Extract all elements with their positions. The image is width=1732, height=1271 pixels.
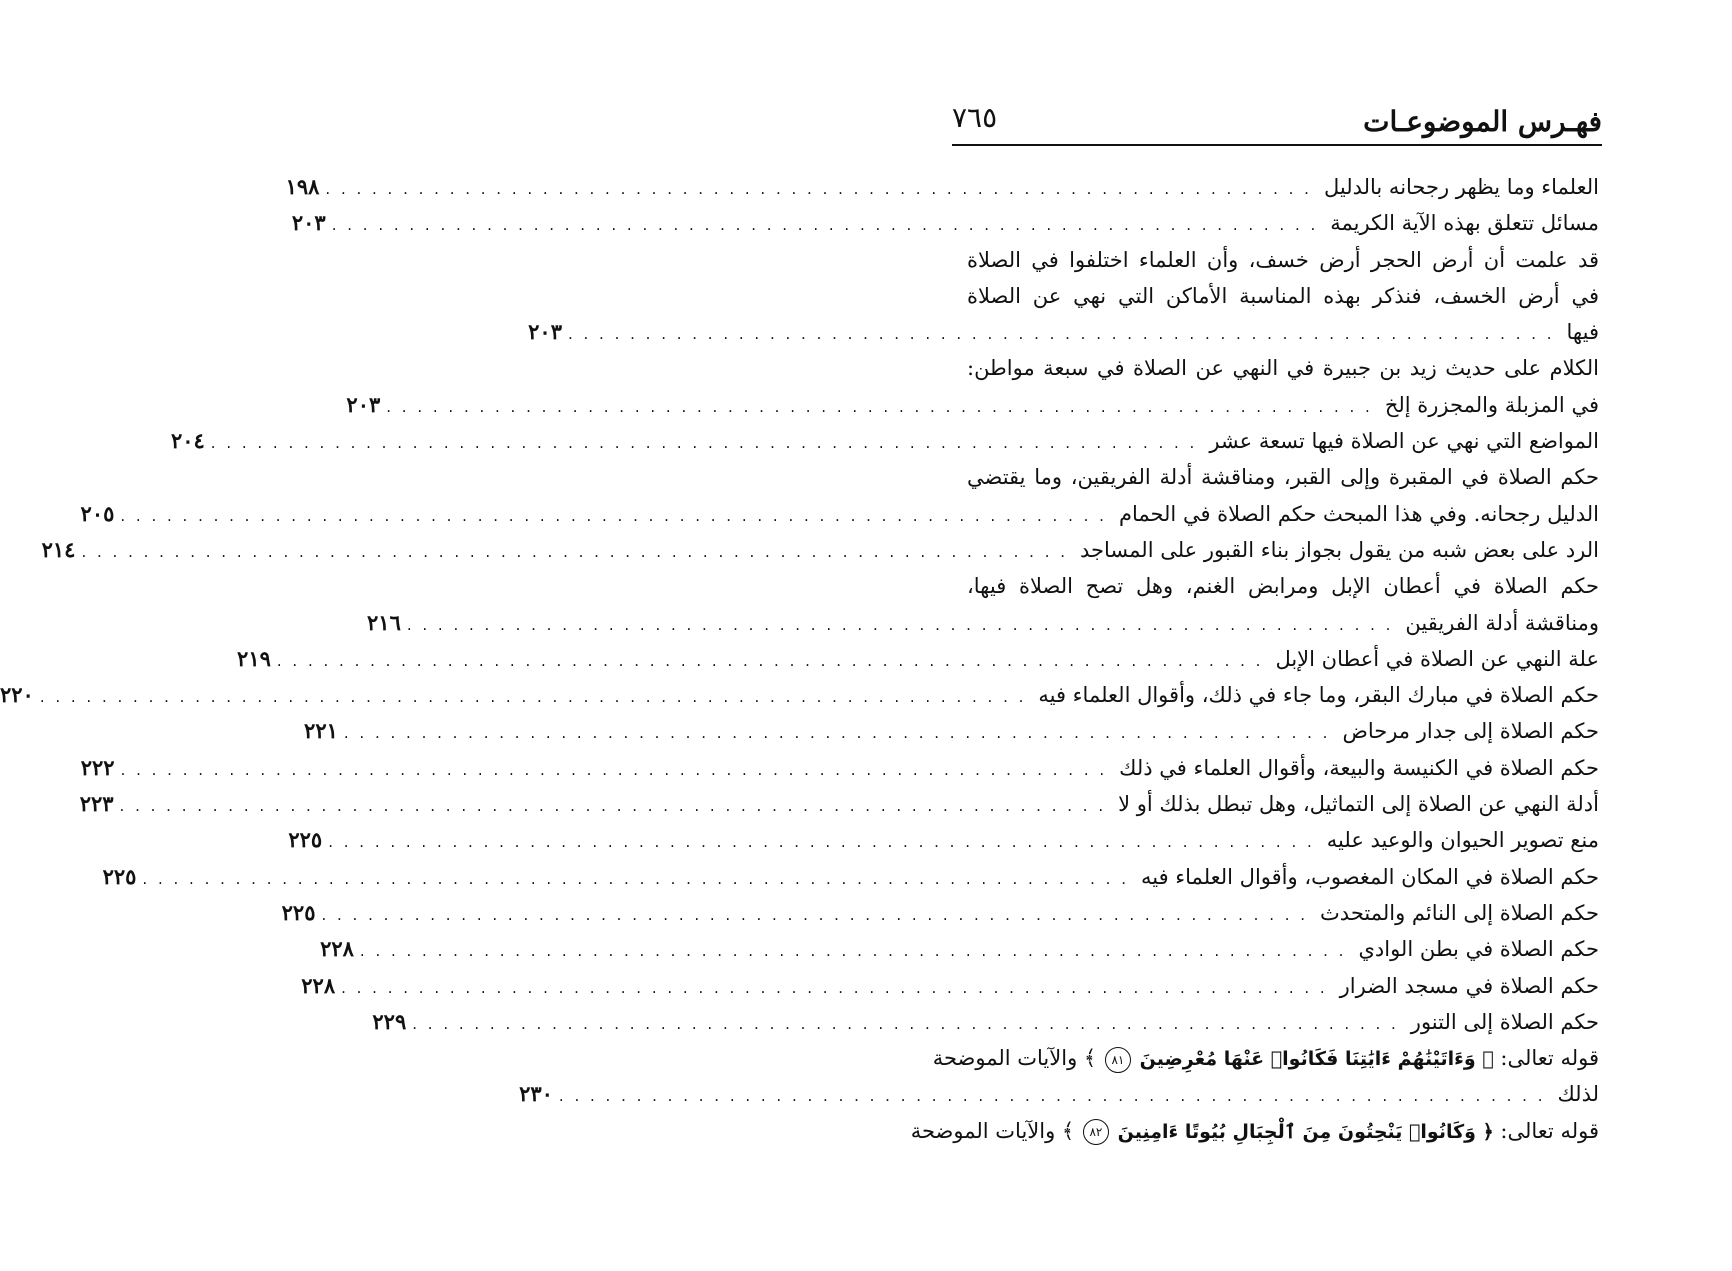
toc-entry (301, 968, 1599, 1004)
toc-entry (281, 895, 1599, 931)
toc-entry-text: ومناقشة أدلة الفريقين (1405, 610, 1599, 635)
ayah-number-marker: ٨٢ (1083, 1119, 1109, 1145)
page-title: فهـرس الموضوعـات (1363, 105, 1602, 138)
toc-entry-text: حكم الصلاة في الكنيسة والبيعة، وأقوال العلماء في ذلك (1119, 755, 1599, 780)
dot-leader: . . . . . . . . . . . . . . . . . . . . . . . . . . . . . . . . . . . . . . . . . . . . . . . . . . . . . . . . . . . . . . . . (120, 760, 1108, 779)
toc-entry-text: حكم الصلاة إلى جدار مرحاض (1342, 719, 1599, 744)
toc-entry-page: ٢٠٣ (528, 319, 562, 345)
toc-entry (372, 1004, 1599, 1040)
toc-entry-page: ٢١٩ (237, 645, 271, 671)
toc-entry-text: حكم الصلاة في المكان المغصوب، وأقوال العلماء فيه (1140, 864, 1599, 889)
dot-leader: . . . . . . . . . . . . . . . . . . . . . . . . . . . . . . . . . . . . . . . . . . . . . . . . . . . . . . . . . . . . . . . . (412, 1014, 1399, 1033)
toc-entry-page: ٢٣٠ (519, 1081, 553, 1107)
dot-leader: . . . . . . . . . . . . . . . . . . . . . . . . . . . . . . . . . . . . . . . . . . . . . . . . . . . . . . . . . . . . . . . . (321, 905, 1309, 924)
toc-entry-text: الرد على بعض شبه من يقول بجواز بناء القبور على المساجد (1080, 537, 1599, 562)
toc-entry-page: ٢١٦ (367, 609, 401, 635)
toc-entry (291, 205, 1599, 241)
toc-entry (0, 677, 1599, 713)
dot-leader: . . . . . . . . . . . . . . . . . . . . . . . . . . . . . . . . . . . . . . . . . . . . . . . . . . . . . . . . . . . . . . . . (406, 615, 1394, 634)
toc-entry-text: حكم الصلاة في بطن الوادي (1358, 937, 1599, 962)
toc-entry-text: حكم الصلاة إلى النائم والمتحدث (1320, 900, 1599, 925)
toc-entry-line: حكم الصلاة في المقبرة وإلى القبر، ومناقشة أدلة الفريقين، وما يقتضي (967, 465, 1599, 490)
dot-leader: . . . . . . . . . . . . . . . . . . . . . . . . . . . . . . . . . . . . . . . . . . . . . . . . . . . . . . . . . . . . . . . . (39, 688, 1027, 707)
toc-entry-page: ٢١٤ (41, 536, 76, 562)
toc-entry-text: الدليل رجحانه. وفي هذا المبحث حكم الصلاة في الحمام (1118, 501, 1599, 526)
toc-entry-text: مسائل تتعلق بهذه الآية الكريمة (1330, 211, 1599, 236)
toc-entry (528, 314, 1599, 350)
toc-entry (80, 750, 1599, 786)
table-of-contents (0, 169, 1599, 1149)
toc-entry-page: ٢٠٣ (291, 210, 326, 236)
toc-entry-text: علة النهي عن الصلاة في أعطان الإبل (1275, 646, 1599, 671)
dot-leader: . . . . . . . . . . . . . . . . . . . . . . . . . . . . . . . . . . . . . . . . . . . . . . . . . . . . . . . . . . . . . . . . (386, 397, 1373, 416)
toc-entry (170, 423, 1599, 459)
toc-entry (288, 822, 1599, 858)
toc-entry-page: ٢٢٢ (80, 754, 115, 780)
verse-suffix: ﴾ والآيات الموضحة (932, 1046, 1097, 1071)
toc-entry-page: ٢٠٣ (346, 391, 381, 417)
toc-entry-text: حكم الصلاة في مبارك البقر، وما جاء في ذلك، وأقوال العلماء فيه (1038, 683, 1599, 708)
dot-leader: . . . . . . . . . . . . . . . . . . . . . . . . . . . . . . . . . . . . . . . . . . . . . . . . . . . . . . . . . . . . . . . . (81, 542, 1069, 561)
dot-leader: . . . . . . . . . . . . . . . . . . . . . . . . . . . . . . . . . . . . . . . . . . . . . . . . . . . . . . . . . . . . . . . . (276, 651, 1264, 670)
toc-entry-page: ٢٢١ (304, 718, 338, 744)
toc-entry-text: أدلة النهي عن الصلاة إلى التماثيل، وهل تبطل بذلك أو لا (1118, 792, 1599, 817)
toc-entry-page: ٢٢٥ (288, 827, 323, 853)
toc-entry-text: حكم الصلاة في مسجد الضرار (1339, 973, 1599, 998)
toc-entry (304, 713, 1599, 749)
verse-prefix: قوله تعالى: (1500, 1118, 1599, 1143)
toc-entry (367, 605, 1599, 641)
toc-entry (237, 641, 1599, 677)
toc-entry-page: ٢٠٤ (170, 428, 205, 454)
toc-entry (285, 169, 1599, 205)
toc-entry-page: ٢٢٣ (79, 791, 114, 817)
verse-suffix: ﴾ والآيات الموضحة (910, 1118, 1075, 1143)
toc-entry (320, 931, 1599, 967)
dot-leader: . . . . . . . . . . . . . . . . . . . . . . . . . . . . . . . . . . . . . . . . . . . . . . . . . . . . . . . . . . . . . . . . (328, 833, 1315, 852)
toc-entry (80, 496, 1599, 532)
dot-leader: . . . . . . . . . . . . . . . . . . . . . . . . . . . . . . . . . . . . . . . . . . . . . . . . . . . . . . . . . . . . . . . . (331, 216, 1319, 235)
dot-leader: . . . . . . . . . . . . . . . . . . . . . . . . . . . . . . . . . . . . . . . . . . . . . . . . . . . . . . . . . . . . . . . . (341, 978, 1328, 997)
toc-entry-line: الكلام على حديث زيد بن جبيرة في النهي عن الصلاة في سبعة مواطن: (967, 356, 1599, 381)
toc-entry-verse (932, 1040, 1599, 1076)
dot-leader: . . . . . . . . . . . . . . . . . . . . . . . . . . . . . . . . . . . . . . . . . . . . . . . . . . . . . . . . . . . . . . . . (567, 325, 1555, 344)
toc-entry-page: ٢٠٥ (80, 500, 115, 526)
toc-entry-text: حكم الصلاة إلى التنور (1410, 1009, 1599, 1034)
toc-entry (79, 786, 1599, 822)
toc-entry-page: ٢٢٨ (320, 936, 354, 962)
toc-entry-text: منع تصوير الحيوان والوعيد عليه (1326, 828, 1599, 853)
dot-leader: . . . . . . . . . . . . . . . . . . . . . . . . . . . . . . . . . . . . . . . . . . . . . . . . . . . . . . . . . . . . . . . . (142, 869, 1129, 888)
toc-entry-text: فيها (1566, 320, 1599, 345)
toc-entry-verse (910, 1113, 1599, 1149)
dot-leader: . . . . . . . . . . . . . . . . . . . . . . . . . . . . . . . . . . . . . . . . . . . . . . . . . . . . . . . . . . . . . . . . (325, 180, 1312, 198)
toc-entry-line: قد علمت أن أرض الحجر أرض خسف، وأن العلماء اختلفوا في الصلاة (967, 247, 1599, 272)
dot-leader: . . . . . . . . . . . . . . . . . . . . . . . . . . . . . . . . . . . . . . . . . . . . . . . . . . . . . . . . . . . . . . . . (119, 797, 1107, 816)
toc-entry-page: ٢٢٥ (281, 899, 316, 925)
dot-leader: . . . . . . . . . . . . . . . . . . . . . . . . . . . . . . . . . . . . . . . . . . . . . . . . . . . . . . . . . . . . . . . . (359, 942, 1347, 961)
toc-entry-text: لذلك (1557, 1082, 1599, 1107)
dot-leader: . . . . . . . . . . . . . . . . . . . . . . . . . . . . . . . . . . . . . . . . . . . . . . . . . . . . . . . . . . . . . . . . (120, 506, 1107, 525)
toc-entry-line: حكم الصلاة في أعطان الإبل ومرابض الغنم، وهل تصح الصلاة فيها، (967, 574, 1599, 599)
quran-verse: ﴿ وَكَانُوا۟ يَنْحِتُونَ مِنَ ٱلْجِبَالِ بُيُوتًا ءَامِنِينَ (1117, 1120, 1494, 1143)
toc-entry-page: ١٩٨ (285, 174, 320, 199)
verse-prefix: قوله تعالى: (1500, 1046, 1599, 1071)
toc-entry (102, 859, 1599, 895)
dot-leader: . . . . . . . . . . . . . . . . . . . . . . . . . . . . . . . . . . . . . . . . . . . . . . . . . . . . . . . . . . . . . . . . (343, 724, 1331, 743)
dot-leader: . . . . . . . . . . . . . . . . . . . . . . . . . . . . . . . . . . . . . . . . . . . . . . . . . . . . . . . . . . . . . . . . (558, 1087, 1546, 1106)
quran-verse: ﴿ وَءَاتَيْنَٰهُمْ ءَايَٰتِنَا فَكَانُوا۟ عَنْهَا مُعْرِضِينَ (1139, 1048, 1494, 1071)
toc-entry (346, 387, 1599, 423)
page-header (952, 100, 1602, 146)
toc-entry-text: في المزبلة والمجزرة إلخ (1384, 392, 1599, 417)
ayah-number-marker: ٨١ (1105, 1047, 1131, 1073)
page-number: ٧٦٥ (952, 101, 998, 134)
toc-entry (519, 1076, 1599, 1112)
dot-leader: . . . . . . . . . . . . . . . . . . . . . . . . . . . . . . . . . . . . . . . . . . . . . . . . . . . . . . . . . . . . . . . . (210, 434, 1198, 453)
toc-entry-text: المواضع التي نهي عن الصلاة فيها تسعة عشر (1209, 429, 1599, 454)
toc-entry-page: ٢٢٩ (372, 1008, 407, 1034)
toc-entry-page: ٢٢٠ (0, 682, 34, 708)
toc-entry-text: العلماء وما يظهر رجحانه بالدليل (1323, 175, 1599, 199)
toc-entry-line: في أرض الخسف، فنذكر بهذه المناسبة الأماكن التي نهي عن الصلاة (967, 283, 1599, 308)
toc-entry-page: ٢٢٨ (301, 972, 336, 998)
toc-entry-page: ٢٢٥ (102, 863, 137, 889)
toc-entry (41, 532, 1599, 568)
